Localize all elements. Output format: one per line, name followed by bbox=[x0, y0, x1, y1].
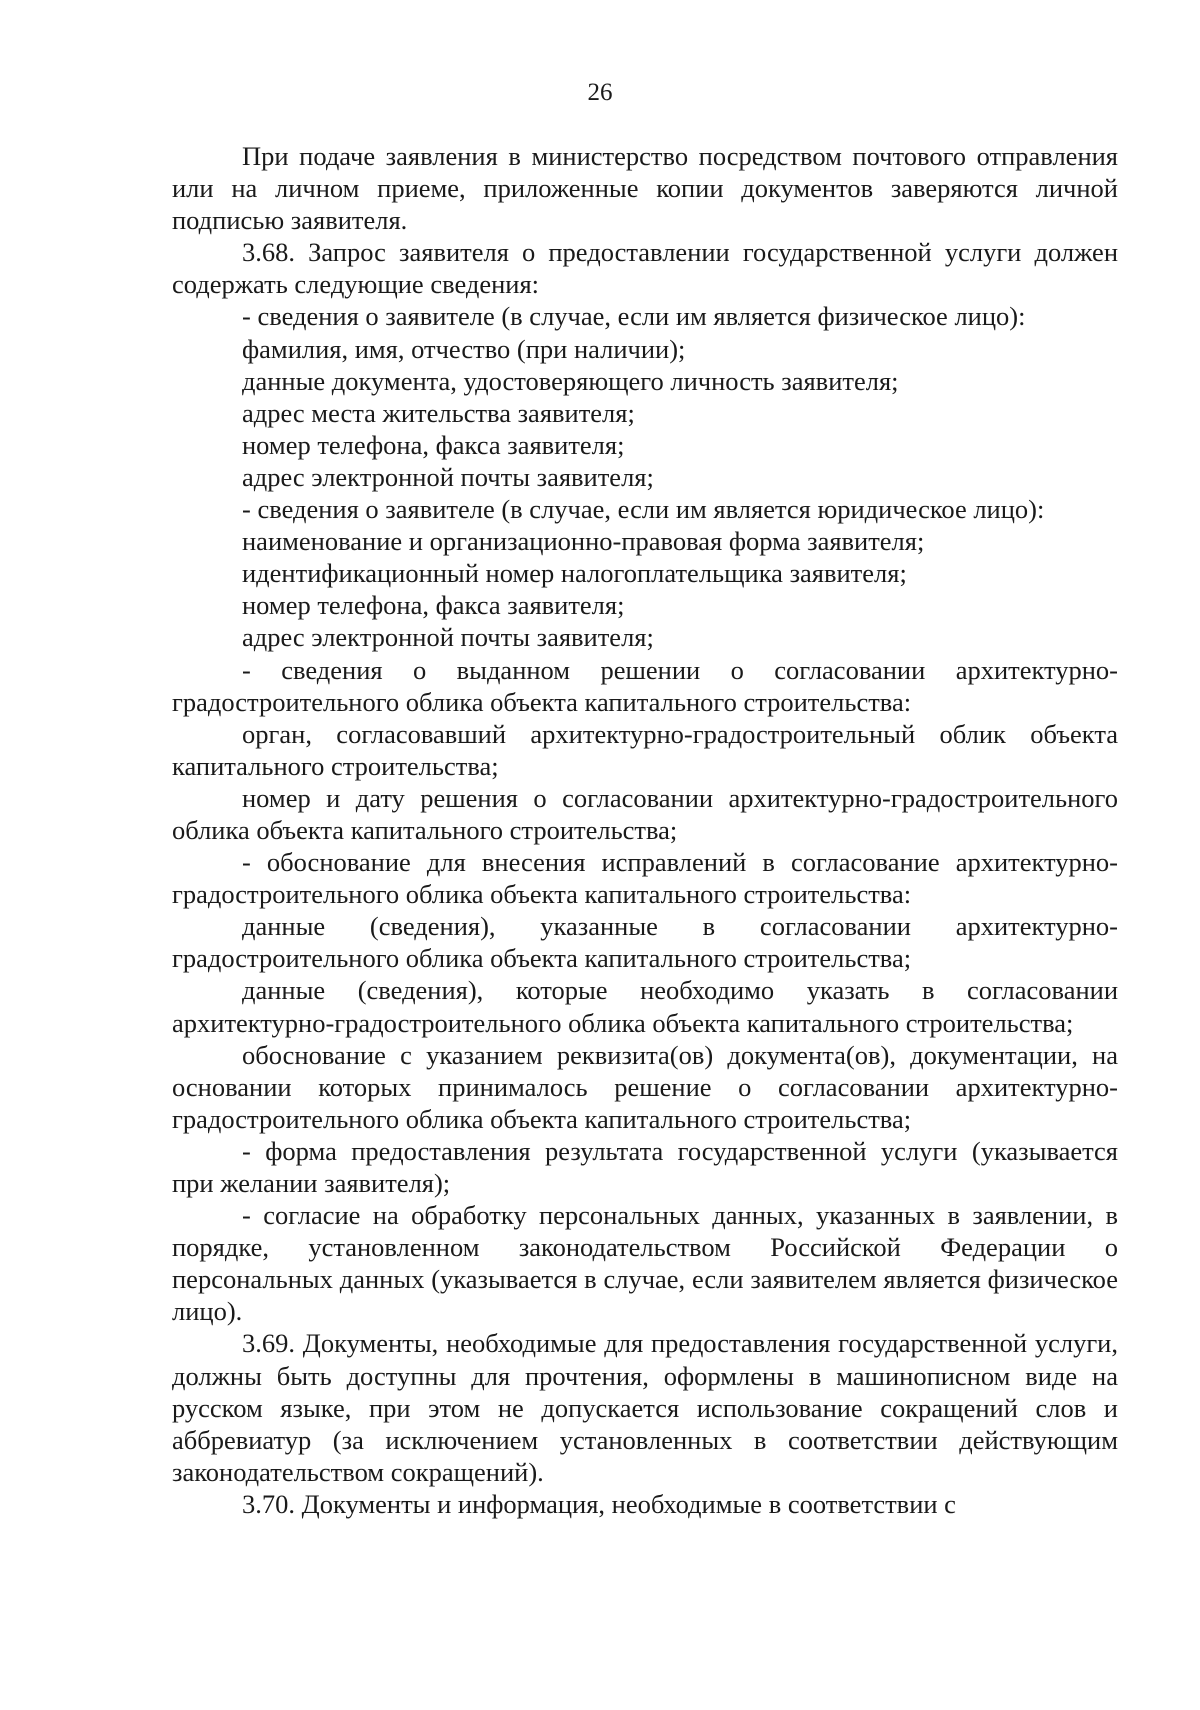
paragraph: орган, согласовавший архитектурно-градостроительный облик объекта капитального строительства; bbox=[172, 718, 1118, 781]
paragraph: 3.69. Документы, необходимые для предоставления государственной услуги, должны быть доступны для прочтения, оформлены в машинописном виде на русском языке, при этом не допускается использование сокращений слов и аббревиатур (за исключением установленных в соответствии действующим законодательством сокращений). bbox=[172, 1328, 1118, 1487]
paragraph: адрес электронной почты заявителя; bbox=[242, 622, 654, 653]
paragraph: - форма предоставления результата государственной услуги (указывается при желании заявителя); bbox=[172, 1135, 1118, 1198]
paragraph: - сведения о заявителе (в случае, если им является физическое лицо): bbox=[242, 301, 1026, 332]
paragraph: фамилия, имя, отчество (при наличии); bbox=[242, 333, 686, 364]
paragraph: - сведения о заявителе (в случае, если им является юридическое лицо): bbox=[242, 494, 1045, 525]
page-number: 26 bbox=[587, 79, 613, 106]
paragraph: - согласие на обработку персональных данных, указанных в заявлении, в порядке, установленном законодательством Российской Федерации о персональных данных (указывается в случае, если заявителем является физическое лицо). bbox=[172, 1200, 1118, 1327]
paragraph: При подаче заявления в министерство посредством почтового отправления или на личном приеме, приложенные копии документов заверяются личной подписью заявителя. bbox=[172, 141, 1118, 236]
paragraph: данные (сведения), которые необходимо указать в согласовании архитектурно-градостроительного облика объекта капитального строительства; bbox=[172, 975, 1118, 1038]
paragraph: номер и дату решения о согласовании архитектурно-градостроительного облика объекта капитального строительства; bbox=[172, 782, 1118, 845]
paragraph: данные документа, удостоверяющего личность заявителя; bbox=[242, 365, 899, 396]
paragraph: наименование и организационно-правовая форма заявителя; bbox=[242, 526, 925, 557]
paragraph: адрес электронной почты заявителя; bbox=[242, 461, 654, 492]
paragraph: данные (сведения), указанные в согласовании архитектурно-градостроительного облика объекта капитального строительства; bbox=[172, 911, 1118, 974]
paragraph: 3.68. Запрос заявителя о предоставлении государственной услуги должен содержать следующие сведения: bbox=[172, 237, 1118, 300]
paragraph: 3.70. Документы и информация, необходимые в соответствии с bbox=[242, 1488, 956, 1519]
paragraph: идентификационный номер налогоплательщика заявителя; bbox=[242, 558, 907, 589]
paragraph: адрес места жительства заявителя; bbox=[242, 397, 635, 428]
paragraph: - обоснование для внесения исправлений в согласование архитектурно-градостроительного облика объекта капитального строительства: bbox=[172, 847, 1118, 910]
paragraph: номер телефона, факса заявителя; bbox=[242, 590, 625, 621]
paragraph: - сведения о выданном решении о согласовании архитектурно-градостроительного облика объекта капитального строительства: bbox=[172, 654, 1118, 717]
document-body bbox=[172, 140, 1118, 1520]
paragraph: номер телефона, факса заявителя; bbox=[242, 429, 625, 460]
paragraph: обоснование с указанием реквизита(ов) документа(ов), документации, на основании которых принималось решение о согласовании архитектурно-градостроительного облика объекта капитального строительства; bbox=[172, 1039, 1118, 1134]
